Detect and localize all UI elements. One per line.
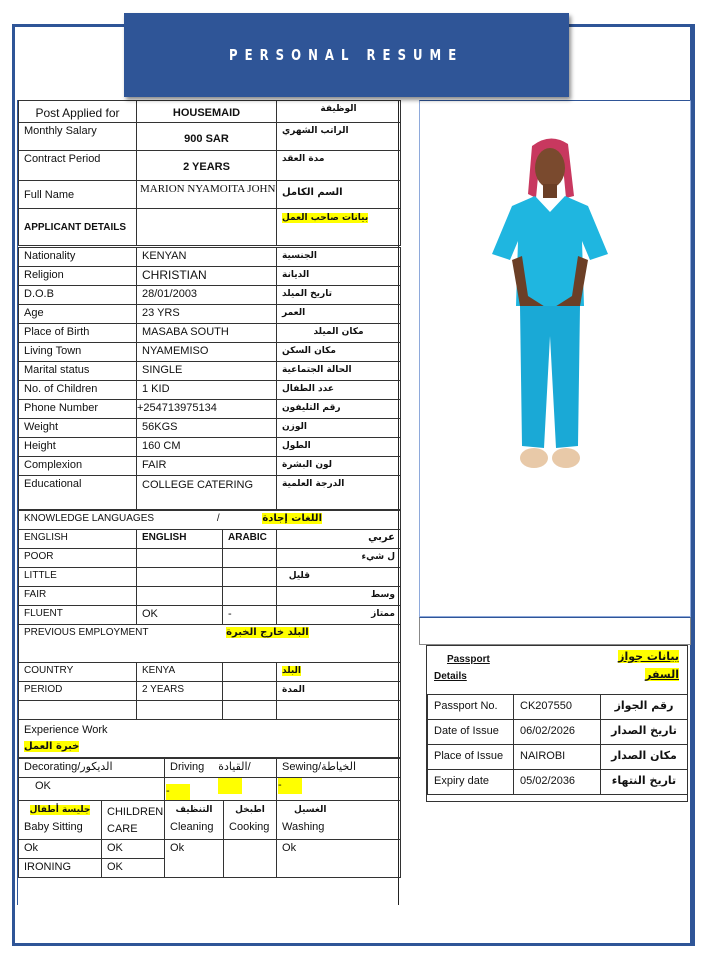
driving-value-highlight [218,778,242,794]
table-row [19,209,401,246]
skill-arabic: اطبخل [235,805,265,815]
arabic-label: مكان الصدار [601,745,688,770]
skill-arabic: الغسيل [294,805,327,815]
label: Monthly Salary [19,123,137,151]
skill-arabic: جليسة أطفال [29,805,91,815]
label: Religion [19,267,137,286]
skill-value: Ok [165,840,224,878]
value: 2 YEARS [137,682,223,701]
arabic-label: ل شيء [277,549,401,568]
label: PERIOD [19,682,137,701]
arabic-label: الجنسية [277,248,401,267]
table-row [19,419,401,438]
table-row [19,248,401,267]
decorating-value: OK [19,778,165,801]
table-row [428,720,688,745]
top-info-table [18,100,401,246]
arabic-value [223,549,277,568]
label: FAIR [19,587,137,606]
value: 900 SAR [137,123,277,151]
label: Educational [19,476,137,510]
photo-panel [419,100,691,617]
value: 05/02/2036 [514,770,601,795]
arabic-label: تاريخ الميلد [277,286,401,305]
table-row [19,701,401,720]
skills-header-row [19,801,401,840]
arabic-label: الطول [277,438,401,457]
passport-title-arabic: بيانات جواز [618,650,679,663]
section-label: APPLICANT DETAILS [19,209,137,246]
arabic-label: مدة العقد [277,151,401,181]
label: Age [19,305,137,324]
driving-value: - [166,784,190,800]
passport-details [426,645,688,802]
value: 56KGS [137,419,277,438]
arabic-label: العمر [277,305,401,324]
table-row [19,682,401,701]
table-row [19,568,401,587]
passport-title-line2: Details [434,671,467,682]
experience-table [18,758,401,878]
applicant-photo [490,136,610,481]
label: FLUENT [19,606,137,625]
english-value [137,568,223,587]
empty-cell [19,701,137,720]
table-row [428,695,688,720]
table-row [19,759,401,778]
value: 160 CM [137,438,277,457]
value: MASABA SOUTH [137,324,277,343]
arabic-value [223,587,277,606]
skill-label: Washing [282,821,325,833]
section-label-arabic: بيانات صاحب العمل [282,213,369,223]
extra-value [223,663,277,682]
label: Living Town [19,343,137,362]
table-row [19,840,401,859]
table-row [19,362,401,381]
arabic-label: الديانة [277,267,401,286]
value: +254713975134 [137,400,277,419]
arabic-label: رقم الجواز [601,695,688,720]
table-row [19,343,401,362]
label: Place of Issue [428,745,514,770]
table-row [19,438,401,457]
table-row [19,457,401,476]
label: Place of Birth [19,324,137,343]
table-row [19,123,401,151]
empty-cell [277,701,401,720]
arabic-label: عدد الطفال [277,381,401,400]
skill-label: Cleaning [170,821,214,833]
skill-arabic: التنظيف [175,805,213,815]
label: Nationality [19,248,137,267]
arabic-label: الحالة الجتماعية [277,362,401,381]
experience-title: Experience Work [24,724,108,736]
arabic-label: وسط [277,587,401,606]
value: 28/01/2003 [137,286,277,305]
arabic-label: لون البشرة [277,457,401,476]
driving-label-arabic: القيادة/ [218,761,251,773]
skill-value: Ok [277,840,401,878]
english-header: ENGLISH [137,530,223,549]
arabic-label: عربي [277,530,401,549]
label: ENGLISH [19,530,137,549]
label: Expiry date [428,770,514,795]
arabic-label: الراتب الشهري [277,123,401,151]
english-value [137,549,223,568]
label: Phone Number [19,400,137,419]
ironing-label: IRONING [19,859,102,878]
value: CK207550 [514,695,601,720]
value: CHRISTIAN [137,267,277,286]
arabic-header: ARABIC [223,530,277,549]
slash: / [216,513,220,524]
label: Passport No. [428,695,514,720]
title-banner [124,13,569,97]
skill-label: Baby Sitting [24,821,83,833]
table-row [19,663,401,682]
value: NAIROBI [514,745,601,770]
label: Height [19,438,137,457]
label: Post Applied for [19,101,137,123]
skill-value: OK [102,840,165,859]
label: Full Name [19,181,137,209]
value: KENYAN [137,248,277,267]
skill-value: Ok [19,840,102,859]
table-row [19,606,401,625]
label: POOR [19,549,137,568]
languages-title: KNOWLEDGE LANGUAGES [24,513,155,524]
sewing-label: Sewing/الخياطة [277,759,401,778]
experience-title-row [19,720,401,758]
table-row [19,267,401,286]
arabic-label: المدة [277,682,401,701]
arabic-label: ممتاز [277,606,401,625]
label: Marital status [19,362,137,381]
table-row [19,305,401,324]
table-row [19,549,401,568]
value: FAIR [137,457,277,476]
passport-title: Passport [447,654,490,665]
passport-header [427,646,687,694]
table-row [19,400,401,419]
table-row [19,778,401,801]
value: HOUSEMAID [137,101,277,123]
english-value [137,587,223,606]
photo-divider [419,617,691,645]
ironing-value: OK [102,859,165,878]
table-row [19,381,401,400]
table-row [19,151,401,181]
arabic-value: - [223,606,277,625]
table-row [428,745,688,770]
languages-title-arabic: اللغات إجادة [262,513,322,524]
arabic-label: الوظيفة [277,101,401,123]
value: KENYA [137,663,223,682]
label: No. of Children [19,381,137,400]
arabic-label: الوزن [277,419,401,438]
applicant-details-table [18,247,401,510]
value: 23 YRS [137,305,277,324]
driving-label: Driving [170,761,205,773]
arabic-label: تاريخ النتهاء [601,770,688,795]
languages-table [18,510,401,758]
sewing-value: - [278,778,302,794]
arabic-label: الدرجة العلمية [277,476,401,510]
table-row [19,530,401,549]
arabic-label: قليل [277,568,401,587]
table-row [19,286,401,305]
value: 06/02/2026 [514,720,601,745]
arabic-label: رقم التليفون [277,400,401,419]
table-row [19,476,401,510]
label: Contract Period [19,151,137,181]
table-row [19,181,401,209]
experience-title-arabic: خبرة العمل [24,741,80,752]
value: SINGLE [137,362,277,381]
empty-cell [137,209,277,246]
arabic-label: مكان السكن [277,343,401,362]
arabic-value [223,568,277,587]
languages-title-row [19,511,401,530]
arabic-label: البلد [282,666,302,676]
value: NYAMEMISO [137,343,277,362]
arabic-label: مكان الميلد [277,324,401,343]
employment-title-row [19,625,401,663]
label: LITTLE [19,568,137,587]
skill-label: CHILDREN CARE [102,801,165,840]
passport-title-arabic-line2: السفر [645,668,679,681]
label: COUNTRY [19,663,137,682]
arabic-label: السم الكامل [277,181,401,209]
employment-title: PREVIOUS EMPLOYMENT [24,627,149,638]
value: 1 KID [137,381,277,400]
skill-value [224,840,277,878]
table-row [428,770,688,795]
passport-table [427,694,688,795]
label: Date of Issue [428,720,514,745]
english-value: OK [137,606,223,625]
skill-label: Cooking [229,821,270,833]
table-row [19,324,401,343]
page-title: PERSONAL RESUME [229,46,464,64]
employment-title-arabic: البلد خارج الخبرة [226,627,309,638]
full-name-value: MARION NYAMOITA JOHN [137,181,277,209]
label: D.O.B [19,286,137,305]
label: Weight [19,419,137,438]
empty-cell [137,701,223,720]
label: Complexion [19,457,137,476]
table-row [19,101,401,123]
extra-value [223,682,277,701]
left-column [17,100,399,905]
arabic-label: تاريخ الصدار [601,720,688,745]
table-row [19,587,401,606]
empty-cell [223,701,277,720]
value: COLLEGE CATERING [137,476,277,510]
decorating-label: Decorating/الديكور [19,759,165,778]
value: 2 YEARS [137,151,277,181]
